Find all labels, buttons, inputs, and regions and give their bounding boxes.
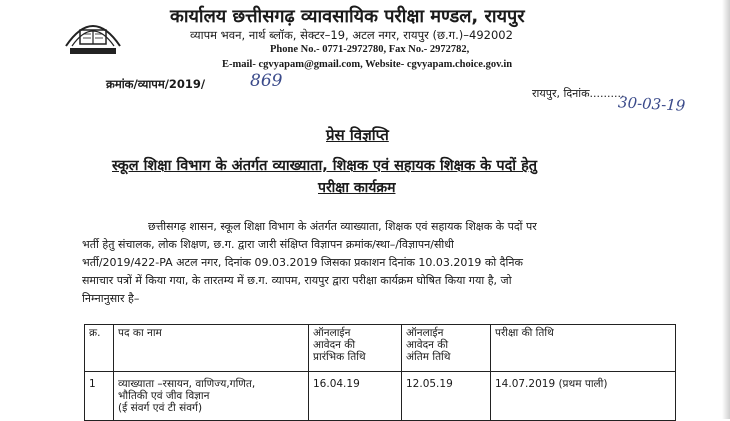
vyapam-emblem-icon <box>62 6 124 58</box>
body-line-3: भर्ती/2019/422-PA अटल नगर, दिनांक 09.03.2019 जिसका प्रकाशन दिनांक 10.03.2019 को दैनिक <box>82 256 523 269</box>
table-row <box>85 372 676 421</box>
press-release-title: प्रेस विज्ञप्ति <box>326 126 389 144</box>
header-start-line-3: प्रारंभिक तिथि <box>313 351 366 363</box>
header-end-line-3: अंतिम तिथि <box>406 351 451 363</box>
header-end-line-1: ऑनलाईन <box>406 327 444 339</box>
subject-line-2: परीक्षा कार्यक्रम <box>318 180 396 196</box>
org-title: कार्यालय छत्तीसगढ़ व्यावसायिक परीक्षा मण्डल, रायपुर <box>170 6 525 27</box>
row-start-date: 16.04.19 <box>309 372 402 421</box>
date-label: रायपुर, दिनांक.......... <box>532 87 625 100</box>
exam-schedule-table <box>84 324 676 421</box>
reference-label: क्रमांक/व्यापम/2019/ <box>106 77 206 91</box>
body-line-5: निम्नानुसार है– <box>82 292 140 305</box>
header-serial: क्र. <box>85 325 114 372</box>
header-end-date <box>402 325 491 372</box>
table-header-row <box>85 325 676 372</box>
row-post-line-2: भौतिकी एवं जीव विज्ञान <box>118 390 210 402</box>
body-line-4: समाचार पत्रों में किया गया, के तारतम्य में छ.ग. व्यापम, रायपुर द्वारा परीक्षा कार्यक्रम घोषित किया गया है, जो <box>82 274 512 287</box>
subject-line-1: स्कूल शिक्षा विभाग के अंतर्गत व्याख्याता, शिक्षक एवं सहायक शिक्षक के पदों हेतु <box>112 158 538 174</box>
header-end-line-2: आवेदन की <box>406 339 449 351</box>
row-post-name <box>114 372 309 421</box>
org-email-website: E-mail- cgvyapam@gmail.com, Website- cgvyapam.choice.gov.in <box>222 59 513 70</box>
org-address: व्यापम भवन, नार्थ ब्लॉक, सेक्टर–19, अटल नगर, रायपुर (छ.ग.)–492002 <box>190 28 513 42</box>
header-start-line-1: ऑनलाईन <box>313 327 351 339</box>
row-post-line-1: व्याख्याता –रसायन, वाणिज्य,गणित, <box>118 378 256 390</box>
header-start-date <box>309 325 402 372</box>
body-line-1: छत्तीसगढ़ शासन, स्कूल शिक्षा विभाग के अंतर्गत व्याख्याता, शिक्षक एवं सहायक शिक्षक के पदों पर <box>148 220 537 233</box>
body-line-2: भर्ती हेतु संचालक, लोक शिक्षण, छ.ग. द्वारा जारी संक्षिप्त विज्ञापन क्रमांक/स्था–/विज्ञापन/सीधी <box>82 238 454 251</box>
row-exam-date: 14.07.2019 (प्रथम पाली) <box>491 372 676 421</box>
header-post-name: पद का नाम <box>114 325 309 372</box>
reference-number-handwritten: 869 <box>250 71 283 91</box>
row-post-line-3: (ई संवर्ग एवं टी संवर्ग) <box>118 402 203 414</box>
row-end-date: 12.05.19 <box>402 372 491 421</box>
page-edge-shadow <box>722 0 730 419</box>
header-start-line-2: आवेदन की <box>313 339 356 351</box>
org-phone: Phone No.- 0771-2972780, Fax No.- 2972782, <box>270 44 470 55</box>
header-exam-date: परीक्षा की तिथि <box>491 325 676 372</box>
date-handwritten: 30-03-19 <box>617 93 686 115</box>
row-serial: 1 <box>85 372 114 421</box>
